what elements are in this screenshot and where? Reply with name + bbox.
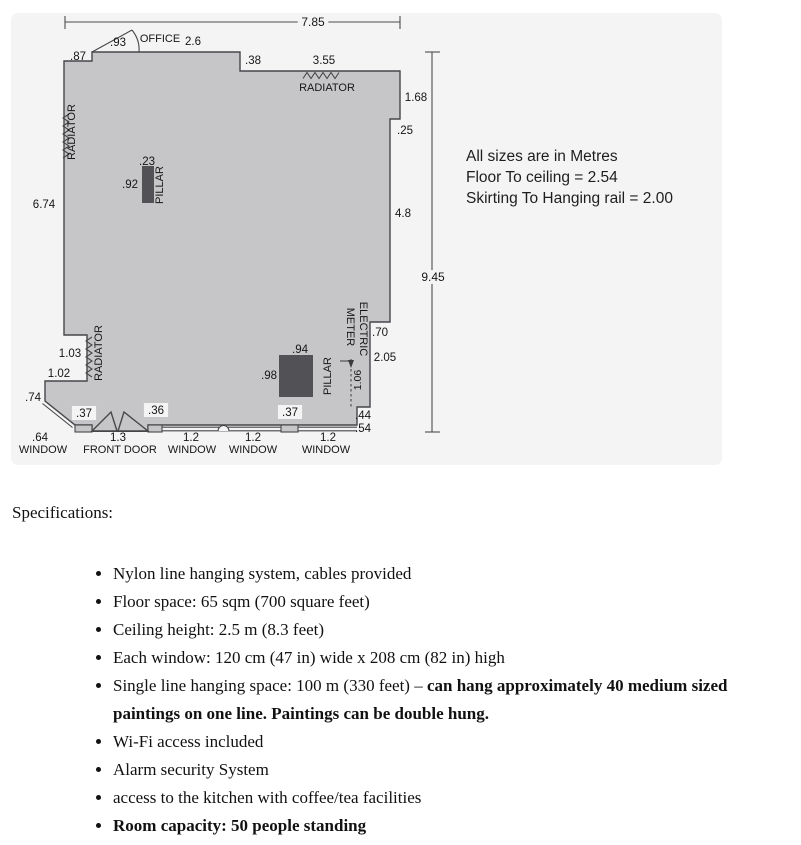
plan-label--64: .64 [32,432,48,444]
note-line: Skirting To Hanging rail = 2.00 [466,190,673,207]
pillar-bottom [279,355,313,397]
plan-label--70: .70 [372,327,388,339]
plan-label-office: OFFICE [139,33,181,45]
plan-label-pillar: PILLAR [322,357,334,395]
wall-pier [75,425,92,432]
plan-label-window: WINDOW [167,444,217,456]
plan-label-meter: METER [344,307,356,347]
plan-label-window: WINDOW [18,444,68,456]
dimension-line-height [425,52,440,432]
note-line: Floor To ceiling = 2.54 [466,169,618,186]
plan-label-window: WINDOW [301,444,351,456]
window-semicircle [218,426,229,431]
plan-label--93: .93 [110,37,126,49]
wall-pier [281,425,298,432]
plan-label--25: .25 [397,125,413,137]
plan-label-2-05: 2.05 [373,352,397,364]
plan-label-1-2: 1.2 [320,432,336,444]
plan-label-1-06: 1.06 [352,369,364,391]
spec-item: • Single line hanging space: 100 m (330 feet) – can hang approximately 40 medium sized paintings on one line. Paintings can be double hung. [113,672,801,728]
plan-label--98: .98 [261,370,277,382]
plan-label-1-2: 1.2 [183,432,199,444]
plan-label-7-85: 7.85 [301,15,325,29]
plan-label--87: .87 [70,51,86,63]
plan-label-9-45: 9.45 [421,270,445,284]
plan-label--36: .36 [148,405,164,417]
plan-notes [466,146,673,209]
plan-label-1-3: 1.3 [110,432,126,444]
spec-item: • Wi-Fi access included [113,728,801,756]
plan-label-window: WINDOW [228,444,278,456]
dimension-line-width [65,16,400,29]
plan-label--37: .37 [282,407,298,419]
spec-item: • access to the kitchen with coffee/tea facilities [113,784,801,812]
office-door-arc [132,30,139,52]
plan-label-1-68: 1.68 [404,92,428,104]
plan-label-4-8: 4.8 [395,208,411,220]
plan-label-1-2: 1.2 [245,432,261,444]
plan-label-front-door: FRONT DOOR [83,444,157,456]
wall-pier [148,425,162,432]
note-line: All sizes are in Metres [466,148,618,165]
plan-label-2-6: 2.6 [185,36,201,48]
specs-heading: Specifications: [12,503,114,522]
spec-item: • Ceiling height: 2.5 m (8.3 feet) [113,616,801,644]
plan-label--23: .23 [139,156,155,168]
plan-label--38: .38 [245,55,261,67]
plan-label--37: .37 [76,408,92,420]
plan-label-1-02: 1.02 [47,368,71,380]
plan-label-6-74: 6.74 [32,199,56,211]
plan-label-3-55: 3.55 [312,55,336,67]
spec-item: • Floor space: 65 sqm (700 square feet) [113,588,801,616]
plan-label--74: .74 [25,392,41,404]
pillar-top [142,166,154,203]
plan-label-radiator: RADIATOR [66,104,78,160]
specs-list [0,560,801,840]
plan-label--54: .54 [355,423,371,435]
spec-item: • Nylon line hanging system, cables provided [113,560,801,588]
plan-label-radiator: RADIATOR [299,82,355,94]
plan-label-1-03: 1.03 [58,348,82,360]
spec-item: • Alarm security System [113,756,801,784]
plan-label--92: .92 [122,179,138,191]
plan-label-pillar: PILLAR [154,166,166,204]
plan-label--44: .44 [355,410,371,422]
spec-item: • Each window: 120 cm (47 in) wide x 208 cm (82 in) high [113,644,801,672]
plan-label-radiator: RADIATOR [93,325,105,381]
plan-label-electric: ELECTRIC [357,301,369,357]
plan-label--94: .94 [292,344,308,356]
spec-item: • Room capacity: 50 people standing [113,812,801,840]
